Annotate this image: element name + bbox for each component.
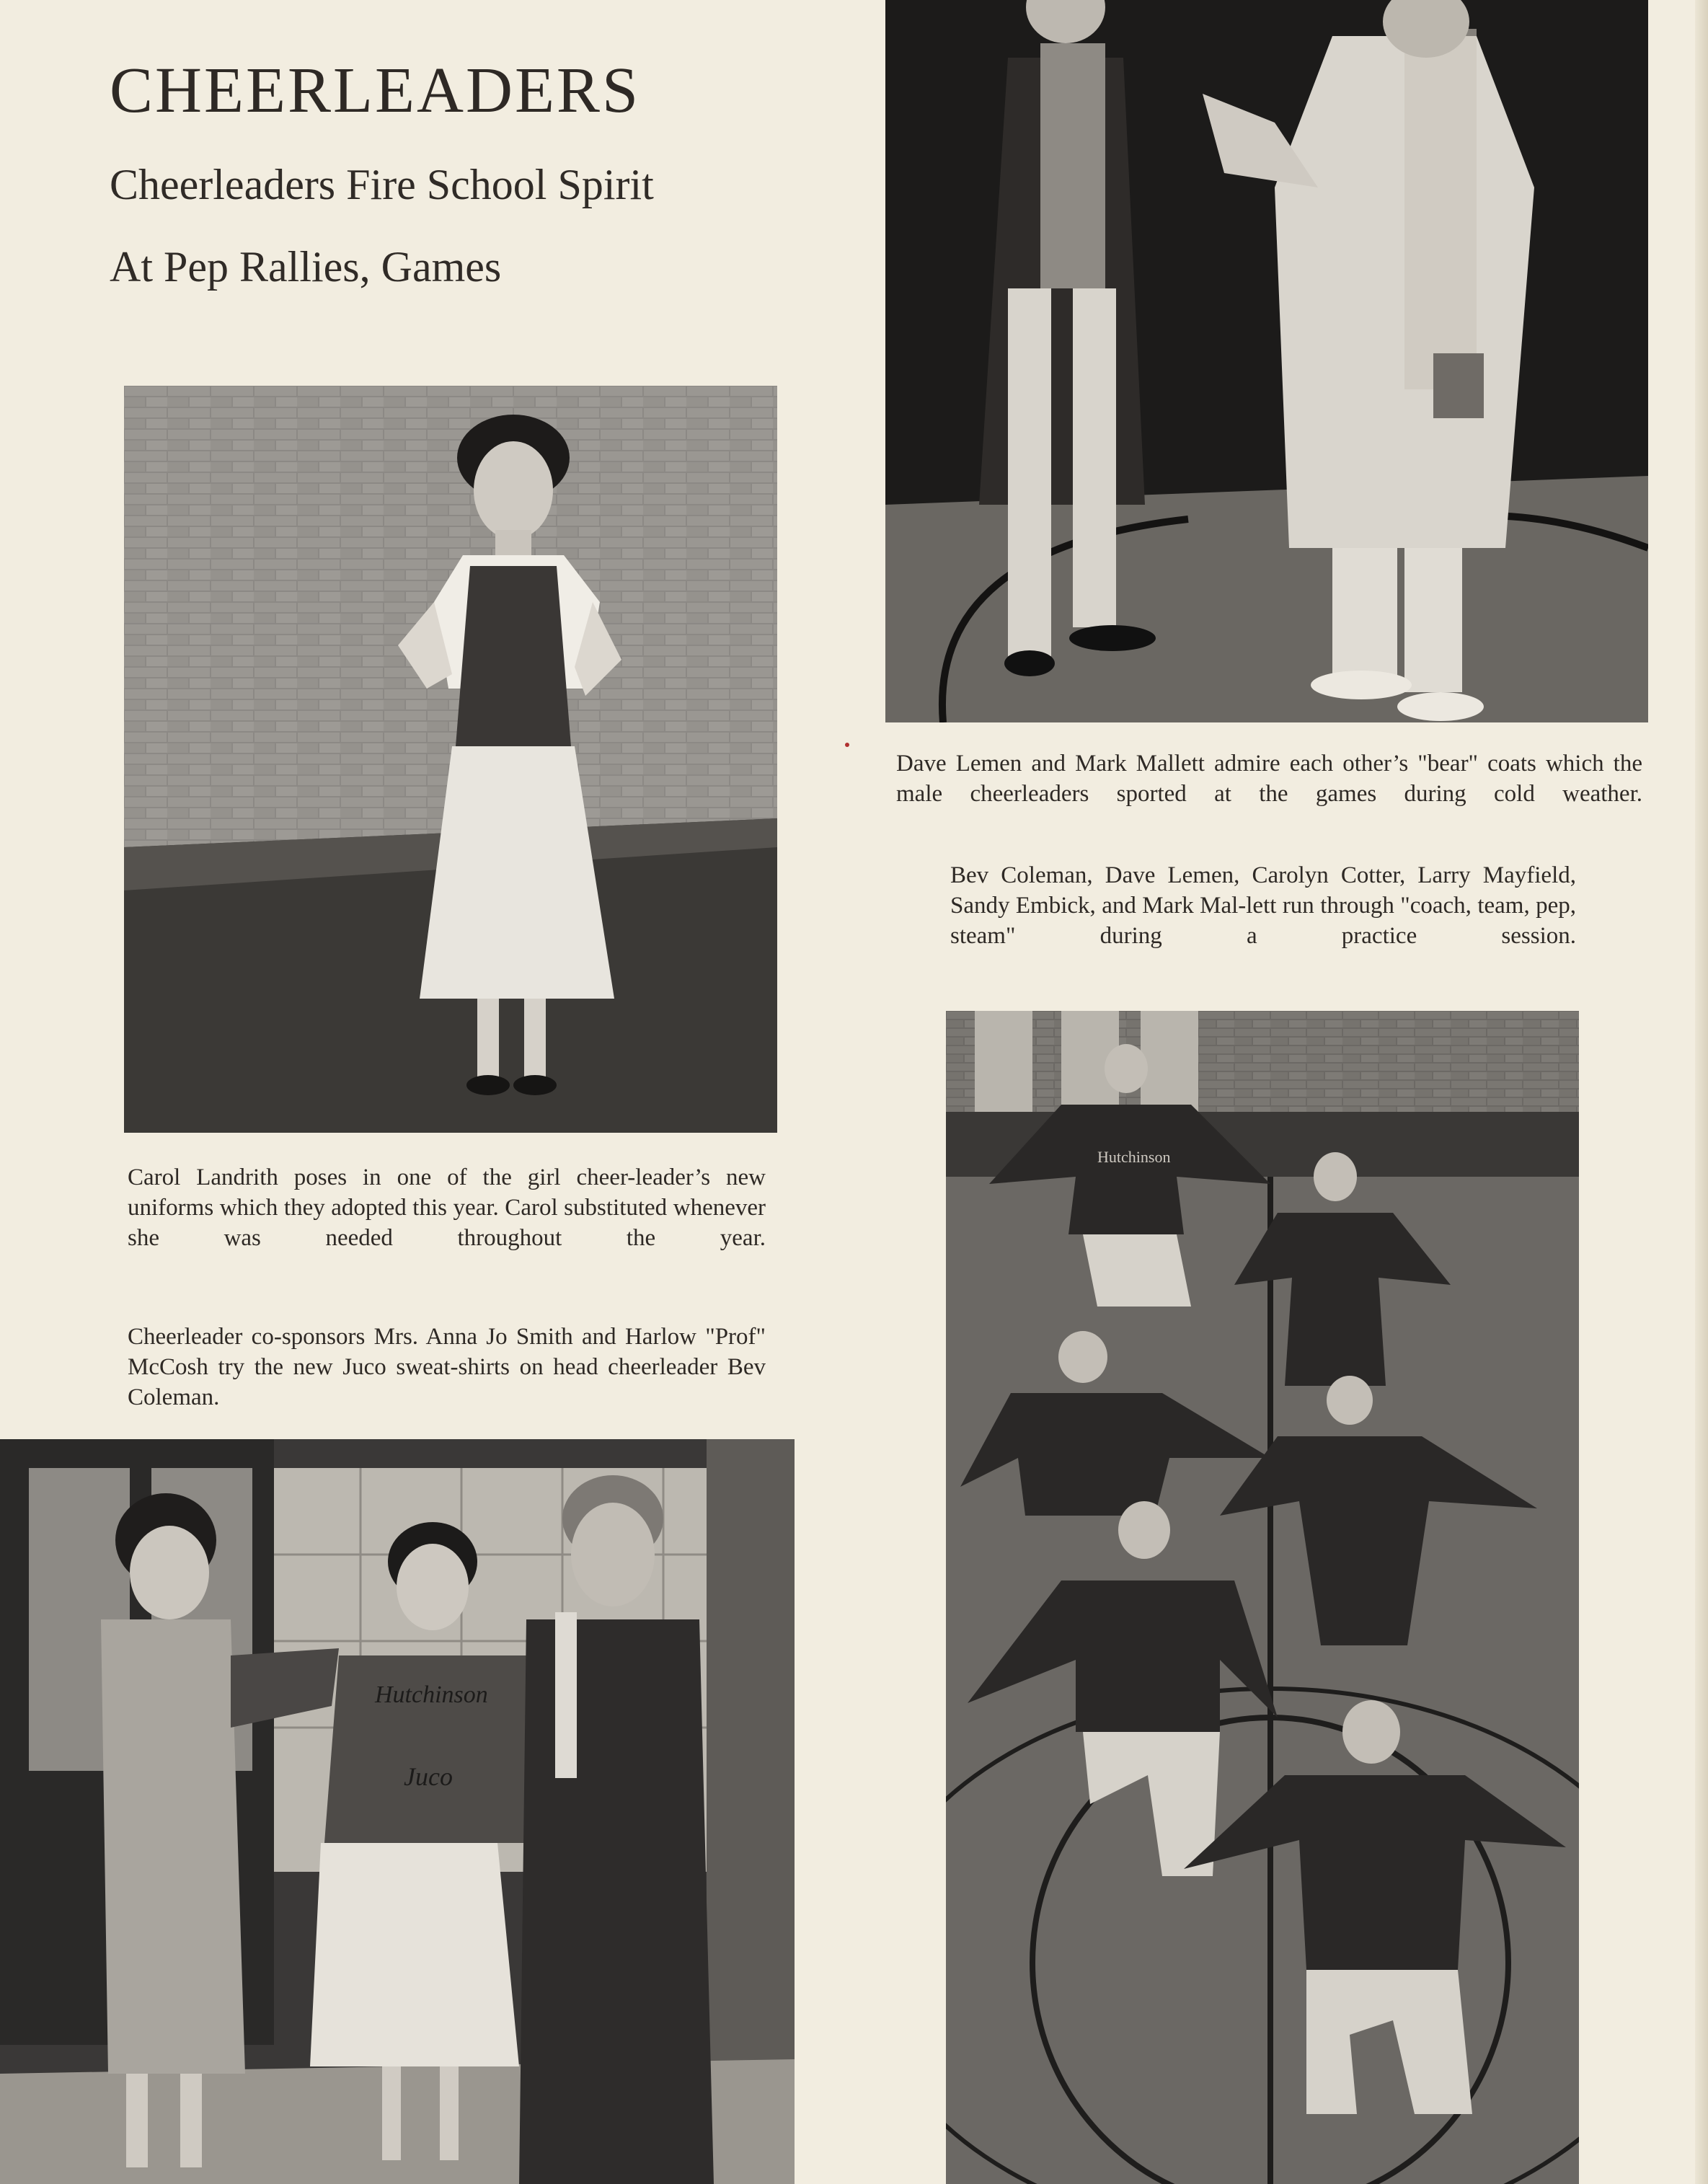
caption-sponsors: Cheerleader co-sponsors Mrs. Anna Jo Smith and Harlow "Prof" McCosh try the new Juco sweat-shirts on head cheerleader Bev Coleman. [128,1324,766,1410]
caption-practice-session: Bev Coleman, Dave Lemen, Carolyn Cotter, Larry Mayfield, Sandy Embick, and Mark Mal-lett run through "coach, team, pep, steam" during a practice session. [950,862,1576,949]
page-title: CHEERLEADERS [110,55,641,126]
caption-carol-landrith: Carol Landrith poses in one of the girl cheer-leader’s new uniforms which they adopted this year. Carol substituted whenever she was needed throughout the year. [128,1164,766,1251]
practice-sweatshirt-text: Hutchinson [1097,1148,1171,1166]
photo-bear-coats [885,0,1648,722]
page-edge [1695,0,1708,2184]
photo-practice-session [946,1011,1579,2184]
caption-bear-coats: Dave Lemen and Mark Mallett admire each other’s "bear" coats which the male cheerleaders sported at the games during cold weather. [896,751,1642,807]
photo-carol-landrith [124,386,777,1133]
sweatshirt-text-school: Hutchinson [375,1681,488,1708]
subtitle-line-2: At Pep Rallies, Games [110,243,502,291]
ink-speck [845,743,849,747]
subtitle-line-1: Cheerleaders Fire School Spirit [110,161,654,208]
sweatshirt-text-juco: Juco [404,1762,453,1791]
photo-sponsors-sweatshirt [0,1439,795,2184]
